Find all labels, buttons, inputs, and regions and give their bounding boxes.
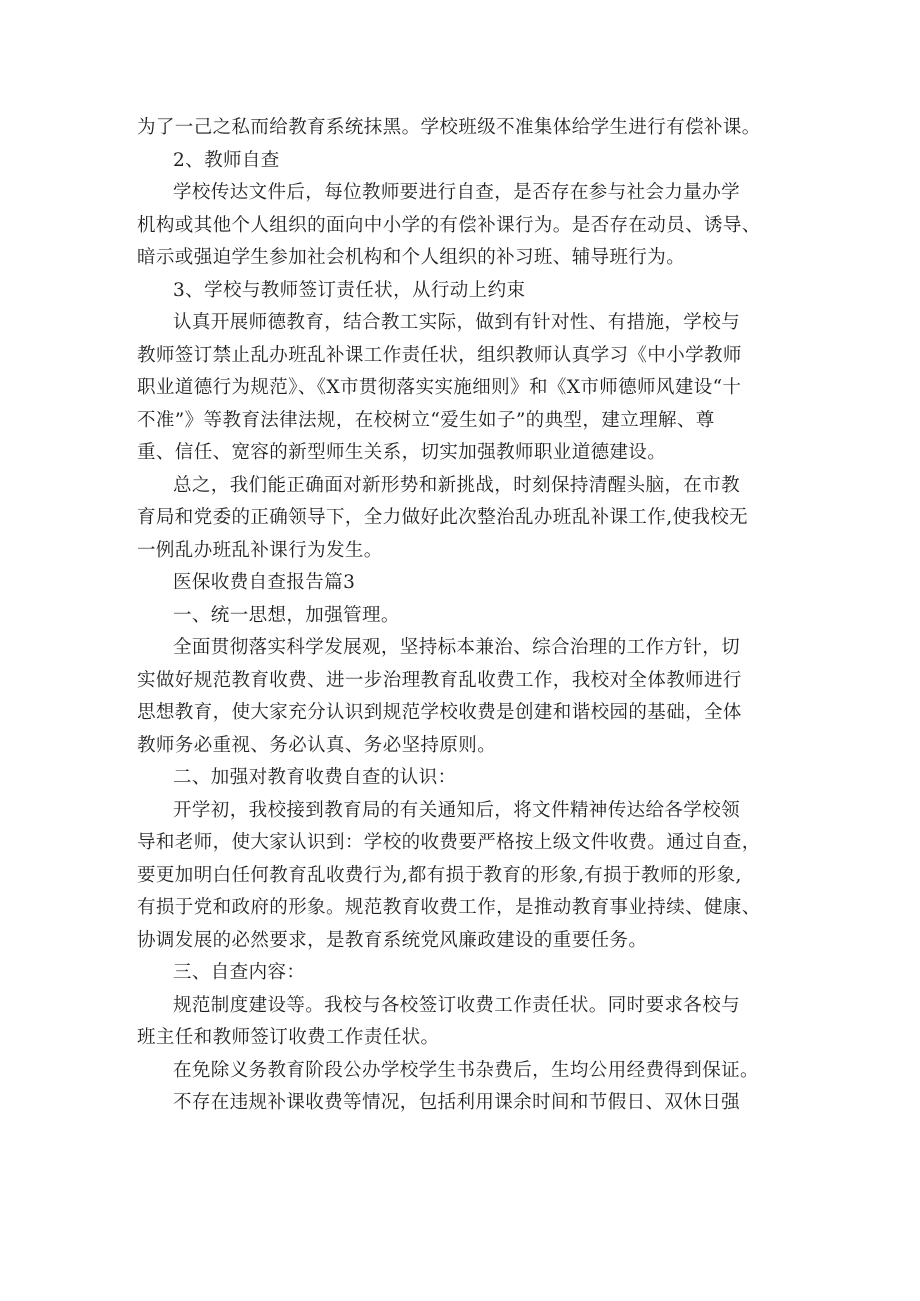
text-line: 学校传达文件后，每位教师要进行自查，是否存在参与社会力量办学	[173, 182, 741, 203]
text-line: 不存在违规补课收费等情况，包括利用课余时间和节假日、双休日强	[173, 1092, 741, 1113]
text-line: 重、信任、宽容的新型师生关系，切实加强教师职业道德建设。	[137, 442, 667, 463]
text-line: 不准”》等教育法律法规，在校树立“爱生如子”的典型，建立理解、尊	[137, 409, 715, 431]
text-line: 要更加明白任何教育乱收费行为,都有损于教育的形象,有损于教师的形象,	[137, 864, 742, 886]
text-line: 思想教育，使大家充分认识到规范学校收费是创建和谐校园的基础，全体	[137, 702, 742, 723]
text-line: 医保收费自查报告篇3	[173, 572, 356, 593]
text-line: 二、加强对教育收费自查的认识：	[173, 767, 457, 788]
text-line: 一、统一思想，加强管理。	[173, 604, 400, 626]
text-line: 教师签订禁止乱办班乱补课工作责任状，组织教师认真学习《中小学教师	[137, 344, 742, 366]
text-line: 职业道德行为规范》、《X市贯彻落实实施细则》和《X市师德师风建设“十	[137, 377, 742, 398]
text-line: 在免除义务教育阶段公办学校学生书杂费后，生均公用经费得到保证。	[173, 1059, 759, 1081]
text-line: 2、教师自查	[173, 149, 280, 171]
text-line: 有损于党和政府的形象。规范教育收费工作，是推动教育事业持续、健康、	[137, 897, 761, 918]
text-line: 暗示或强迫学生参加社会机构和个人组织的补习班、辅导班行为。	[137, 247, 686, 268]
document-body	[137, 112, 787, 1120]
text-line: 协调发展的必然要求，是教育系统党风廉政建设的重要任务。	[137, 929, 648, 951]
text-line: 全面贯彻落实科学发展观，坚持标本兼治、综合治理的工作方针，切	[173, 637, 741, 658]
text-line: 开学初，我校接到教育局的有关通知后，将文件精神传达给各学校领	[173, 799, 741, 821]
text-line: 班主任和教师签订收费工作责任状。	[137, 1027, 440, 1048]
text-line: 导和老师，使大家认识到：学校的收费要严格按上级文件收费。通过自查，	[137, 832, 761, 853]
text-line: 育局和党委的正确领导下，全力做好此次整治乱办班乱补课工作,使我校无	[137, 507, 749, 528]
text-line: 认真开展师德教育，结合教工实际，做到有针对性、有措施，学校与	[173, 312, 741, 333]
text-line: 3、学校与教师签订责任状，从行动上约束	[173, 279, 526, 301]
text-line: 规范制度建设等。我校与各校签订收费工作责任状。同时要求各校与	[173, 994, 741, 1016]
text-line: 一例乱办班乱补课行为发生。	[137, 539, 383, 561]
text-line: 实做好规范教育收费、进一步治理教育乱收费工作，我校对全体教师进行	[137, 669, 742, 691]
text-line: 为了一己之私而给教育系统抹黑。学校班级不准集体给学生进行有偿补课。	[137, 117, 761, 138]
text-line: 机构或其他个人组织的面向中小学的有偿补课行为。是否存在动员、诱导、	[137, 214, 761, 236]
text-line: 教师务必重视、务必认真、务必坚持原则。	[137, 734, 497, 756]
text-line: 总之，我们能正确面对新形势和新挑战，时刻保持清醒头脑，在市教	[173, 474, 741, 496]
text-line: 三、自查内容：	[173, 962, 306, 983]
